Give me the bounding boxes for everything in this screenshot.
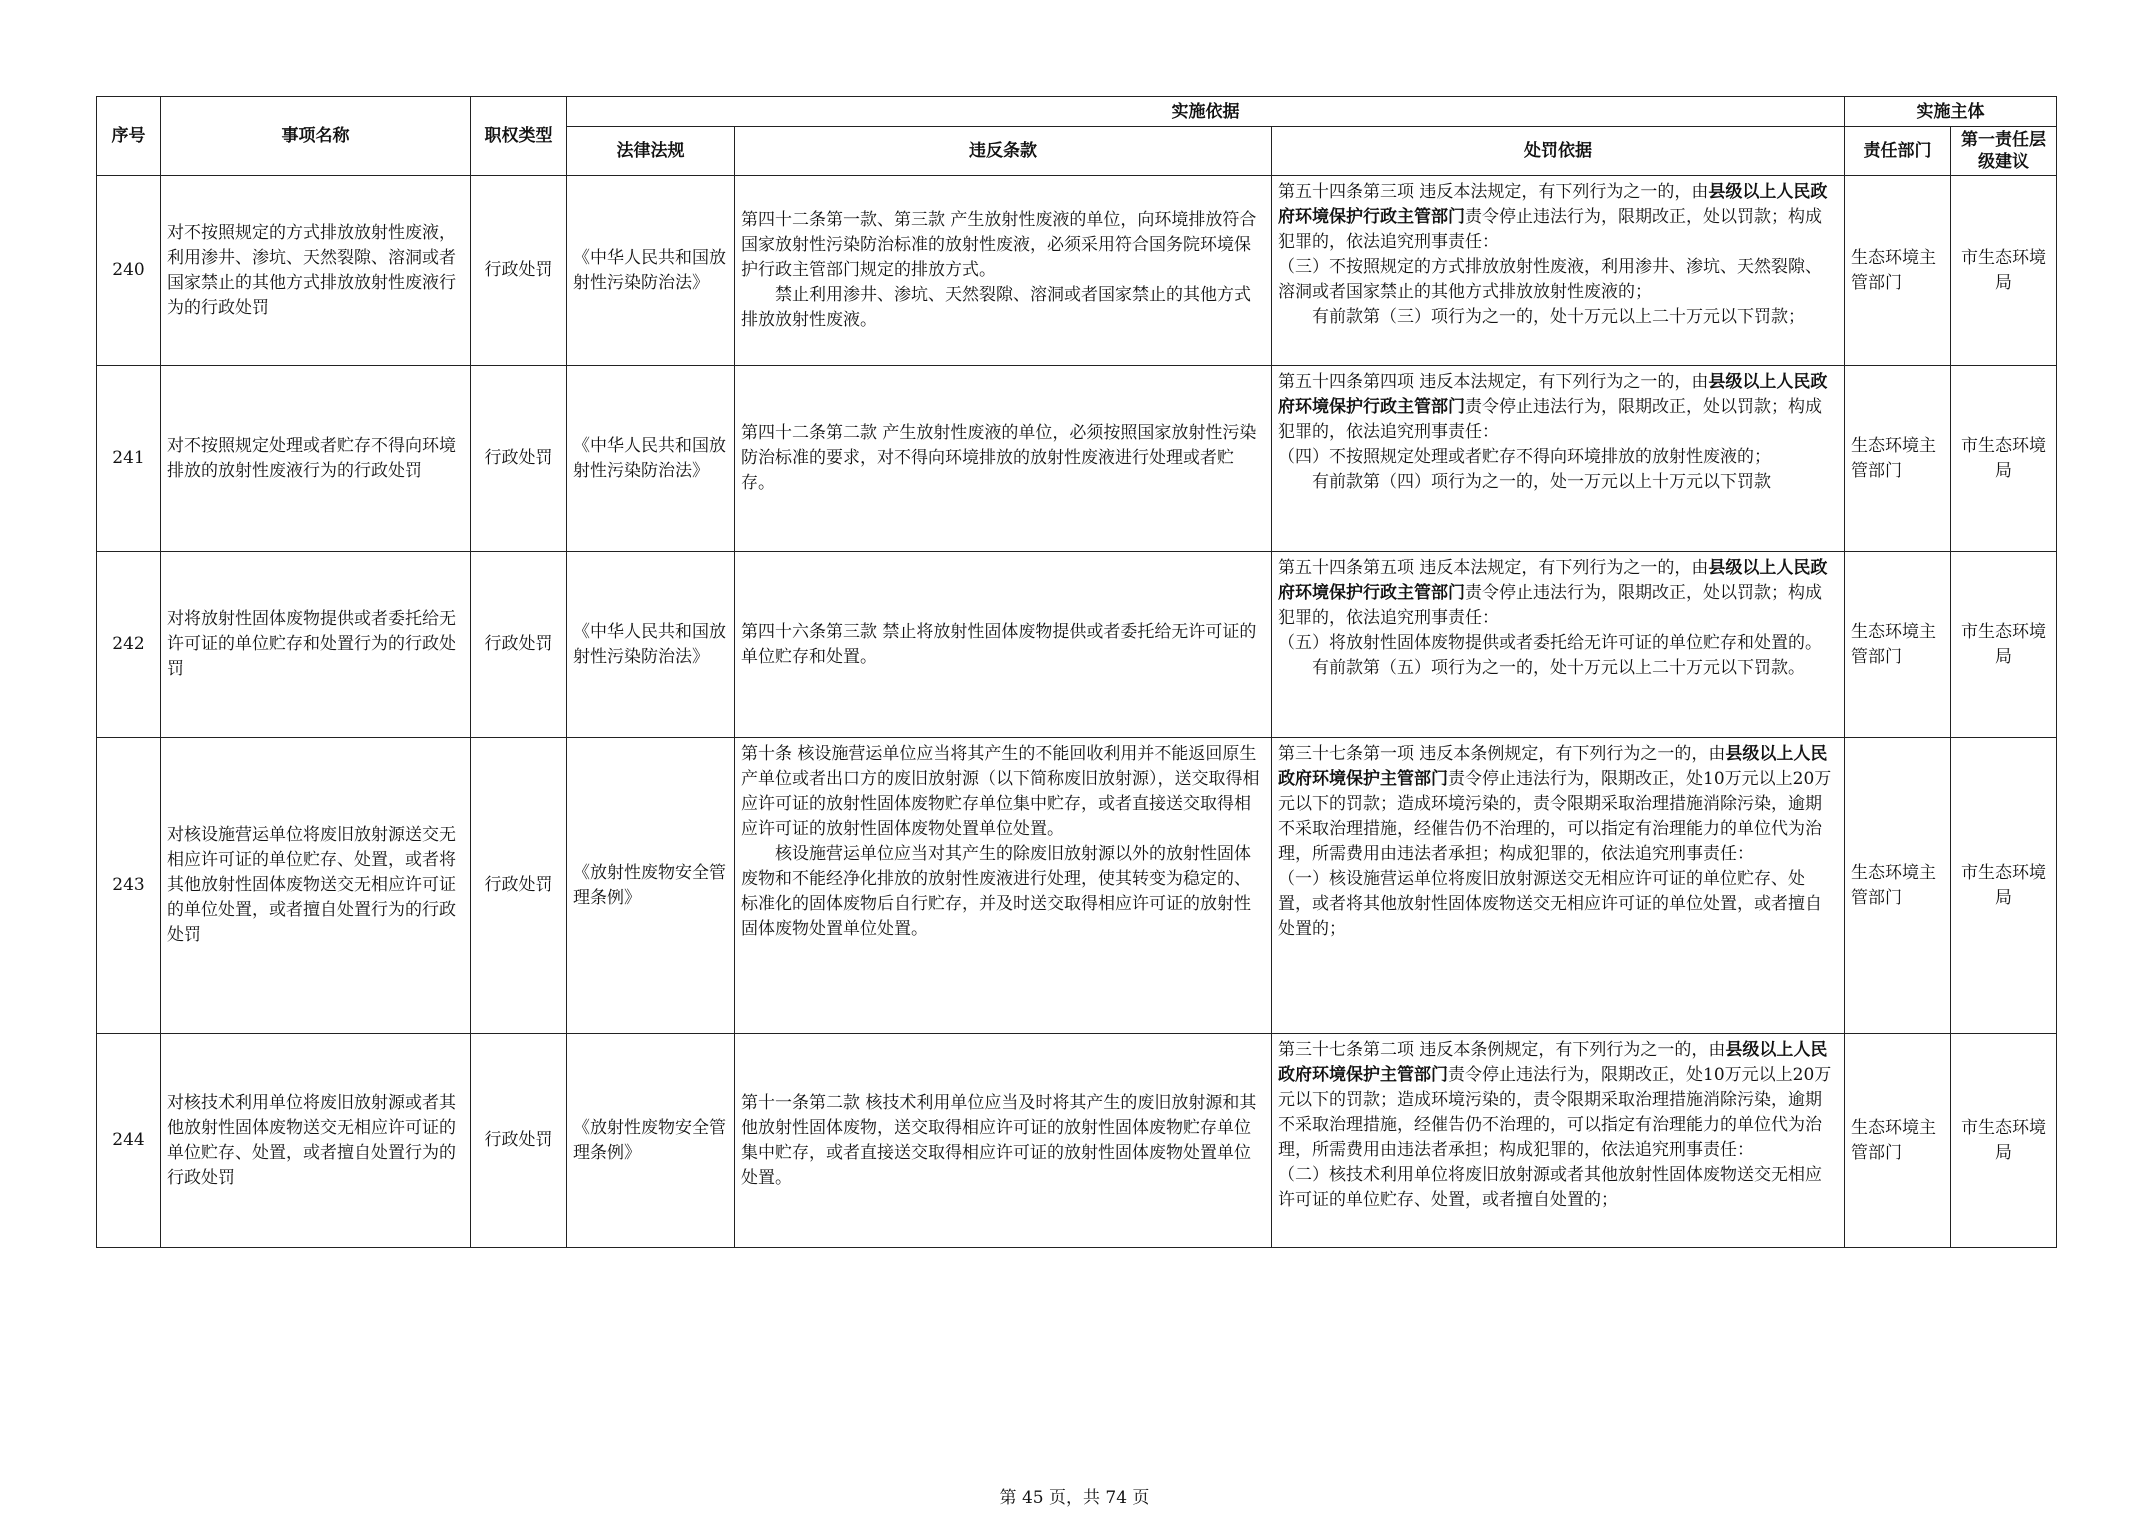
penalty-paragraph bbox=[1278, 470, 1838, 495]
penalty-text: （二）核技术利用单位将废旧放射源或者其他放射性固体废物送交无相应许可证的单位贮存、处置，或者擅自处置的； bbox=[1278, 1165, 1822, 1210]
header-penalty: 处罚依据 bbox=[1272, 127, 1845, 176]
authority-type-cell: 行政处罚 bbox=[471, 552, 567, 738]
authority-type-cell: 行政处罚 bbox=[471, 176, 567, 366]
penalty-paragraph bbox=[1278, 305, 1838, 330]
penalty-cell bbox=[1272, 552, 1845, 738]
item-name-cell: 对核技术利用单位将废旧放射源或者其他放射性固体废物送交无相应许可证的单位贮存、处置，或者擅自处置行为的行政处罚 bbox=[161, 1034, 471, 1248]
header-violation: 违反条款 bbox=[735, 127, 1272, 176]
violation-cell bbox=[735, 176, 1272, 366]
penalty-paragraph bbox=[1278, 445, 1838, 470]
header-subject-group: 实施主体 bbox=[1845, 97, 2057, 127]
penalty-authority-bold: 县级以上人民政府环境保护主管部门 bbox=[1278, 1040, 1828, 1085]
penalty-cell bbox=[1272, 176, 1845, 366]
penalty-text: （五）将放射性固体废物提供或者委托给无许可证的单位贮存和处置的。 bbox=[1278, 633, 1822, 653]
violation-paragraph: 禁止利用渗井、渗坑、天然裂隙、溶洞或者国家禁止的其他方式排放放射性废液。 bbox=[741, 285, 1251, 330]
penalty-cell bbox=[1272, 1034, 1845, 1248]
level-cell: 市生态环境局 bbox=[1951, 738, 2057, 1034]
table-row bbox=[97, 176, 2057, 366]
penalty-authority-bold: 县级以上人民政府环境保护主管部门 bbox=[1278, 744, 1828, 789]
penalty-paragraph bbox=[1278, 742, 1838, 867]
law-cell: 《放射性废物安全管理条例》 bbox=[567, 738, 735, 1034]
document-page bbox=[96, 96, 2056, 1248]
penalty-paragraph bbox=[1278, 631, 1838, 656]
violation-paragraph: 第十条 核设施营运单位应当将其产生的不能回收利用并不能返回原生产单位或者出口方的废旧放射源（以下简称废旧放射源），送交取得相应许可证的放射性固体废物贮存单位集中贮存，或者直接送交取得相应许可证的放射性固体废物处置单位处置。 bbox=[741, 744, 1260, 839]
penalty-text: 有前款第（三）项行为之一的，处十万元以上二十万元以下罚款； bbox=[1312, 307, 1805, 327]
penalty-authority-bold: 县级以上人民政府环境保护行政主管部门 bbox=[1278, 372, 1828, 417]
violation-paragraph: 核设施营运单位应当对其产生的除废旧放射源以外的放射性固体废物和不能经净化排放的放射性废液进行处理，使其转变为稳定的、标准化的固体废物后自行贮存，并及时送交取得相应许可证的放射性固体废物处置单位处置。 bbox=[741, 844, 1251, 939]
penalty-paragraph bbox=[1278, 1038, 1838, 1163]
penalty-paragraph bbox=[1278, 1163, 1838, 1213]
header-department: 责任部门 bbox=[1845, 127, 1951, 176]
penalty-text: 第五十四条第五项 违反本法规定，有下列行为之一的，由 bbox=[1278, 558, 1709, 578]
penalty-text: 有前款第（四）项行为之一的，处一万元以上十万元以下罚款 bbox=[1312, 472, 1771, 492]
penalty-text: 第五十四条第四项 违反本法规定，有下列行为之一的，由 bbox=[1278, 372, 1709, 392]
authority-type-cell: 行政处罚 bbox=[471, 1034, 567, 1248]
seq-cell: 242 bbox=[97, 552, 161, 738]
penalty-authority-bold: 县级以上人民政府环境保护行政主管部门 bbox=[1278, 558, 1828, 603]
department-cell: 生态环境主管部门 bbox=[1845, 366, 1951, 552]
authority-type-cell: 行政处罚 bbox=[471, 366, 567, 552]
header-basis-group: 实施依据 bbox=[567, 97, 1845, 127]
seq-cell: 244 bbox=[97, 1034, 161, 1248]
level-cell: 市生态环境局 bbox=[1951, 1034, 2057, 1248]
penalty-paragraph bbox=[1278, 867, 1838, 942]
department-cell: 生态环境主管部门 bbox=[1845, 552, 1951, 738]
penalty-paragraph bbox=[1278, 255, 1838, 305]
penalty-text: （三）不按照规定的方式排放放射性废液，利用渗井、渗坑、天然裂隙、溶洞或者国家禁止的其他方式排放放射性废液的； bbox=[1278, 257, 1822, 302]
level-cell: 市生态环境局 bbox=[1951, 176, 2057, 366]
seq-cell: 240 bbox=[97, 176, 161, 366]
penalty-text: 责令停止违法行为，限期改正，处以罚款；构成犯罪的，依法追究刑事责任： bbox=[1278, 583, 1822, 628]
level-cell: 市生态环境局 bbox=[1951, 552, 2057, 738]
item-name-cell: 对核设施营运单位将废旧放射源送交无相应许可证的单位贮存、处置，或者将其他放射性固体废物送交无相应许可证的单位处置，或者擅自处置行为的行政处罚 bbox=[161, 738, 471, 1034]
violation-cell bbox=[735, 738, 1272, 1034]
penalty-paragraph bbox=[1278, 180, 1838, 255]
item-name-cell: 对不按照规定的方式排放放射性废液，利用渗井、渗坑、天然裂隙、溶洞或者国家禁止的其他方式排放放射性废液行为的行政处罚 bbox=[161, 176, 471, 366]
page-number-footer: 第 45 页，共 74 页 bbox=[999, 1488, 1150, 1508]
penalty-text: 第三十七条第二项 违反本条例规定，有下列行为之一的，由 bbox=[1278, 1040, 1726, 1060]
penalty-text: （一）核设施营运单位将废旧放射源送交无相应许可证的单位贮存、处置，或者将其他放射性固体废物送交无相应许可证的单位处置，或者擅自处置的； bbox=[1278, 869, 1822, 939]
header-authority-type: 职权类型 bbox=[471, 97, 567, 176]
law-cell: 《放射性废物安全管理条例》 bbox=[567, 1034, 735, 1248]
table-row bbox=[97, 1034, 2057, 1248]
violation-paragraph: 第四十二条第一款、第三款 产生放射性废液的单位，向环境排放符合国家放射性污染防治标准的放射性废液，必须采用符合国务院环境保护行政主管部门规定的排放方式。 bbox=[741, 210, 1257, 280]
violation-paragraph: 第十一条第二款 核技术利用单位应当及时将其产生的废旧放射源和其他放射性固体废物，送交取得相应许可证的放射性固体废物贮存单位集中贮存，或者直接送交取得相应许可证的放射性固体废物处置单位处置。 bbox=[741, 1092, 1257, 1188]
item-name-cell: 对不按照规定处理或者贮存不得向环境排放的放射性废液行为的行政处罚 bbox=[161, 366, 471, 552]
header-seq: 序号 bbox=[97, 97, 161, 176]
violation-cell bbox=[735, 552, 1272, 738]
header-item-name: 事项名称 bbox=[161, 97, 471, 176]
penalty-text: 第三十七条第一项 违反本条例规定，有下列行为之一的，由 bbox=[1278, 744, 1726, 764]
penalty-text: 责令停止违法行为，限期改正，处10万元以上20万元以下的罚款；造成环境污染的，责令限期采取治理措施消除污染，逾期不采取治理措施，经催告仍不治理的，可以指定有治理能力的单位代为治理，所需费用由违法者承担；构成犯罪的，依法追究刑事责任： bbox=[1278, 1065, 1832, 1160]
law-cell: 《中华人民共和国放射性污染防治法》 bbox=[567, 366, 735, 552]
penalty-cell bbox=[1272, 738, 1845, 1034]
law-cell: 《中华人民共和国放射性污染防治法》 bbox=[567, 552, 735, 738]
penalty-text: 责令停止违法行为，限期改正，处10万元以上20万元以下的罚款；造成环境污染的，责令限期采取治理措施消除污染，逾期不采取治理措施，经催告仍不治理的，可以指定有治理能力的单位代为治理，所需费用由违法者承担；构成犯罪的，依法追究刑事责任： bbox=[1278, 769, 1832, 864]
penalty-paragraph bbox=[1278, 656, 1838, 681]
table-row bbox=[97, 366, 2057, 552]
item-name-cell: 对将放射性固体废物提供或者委托给无许可证的单位贮存和处置行为的行政处罚 bbox=[161, 552, 471, 738]
law-cell: 《中华人民共和国放射性污染防治法》 bbox=[567, 176, 735, 366]
penalty-text: 责令停止违法行为，限期改正，处以罚款；构成犯罪的，依法追究刑事责任： bbox=[1278, 397, 1822, 442]
table-row bbox=[97, 552, 2057, 738]
table-body bbox=[97, 176, 2057, 1248]
penalty-text: 责令停止违法行为，限期改正，处以罚款；构成犯罪的，依法追究刑事责任： bbox=[1278, 207, 1822, 252]
authority-type-cell: 行政处罚 bbox=[471, 738, 567, 1034]
penalty-table bbox=[96, 96, 2057, 1248]
penalty-text: 有前款第（五）项行为之一的，处十万元以上二十万元以下罚款。 bbox=[1312, 658, 1805, 678]
penalty-paragraph bbox=[1278, 370, 1838, 445]
seq-cell: 243 bbox=[97, 738, 161, 1034]
department-cell: 生态环境主管部门 bbox=[1845, 738, 1951, 1034]
violation-cell bbox=[735, 366, 1272, 552]
header-level: 第一责任层级建议 bbox=[1951, 127, 2057, 176]
penalty-cell bbox=[1272, 366, 1845, 552]
violation-paragraph: 第四十二条第二款 产生放射性废液的单位，必须按照国家放射性污染防治标准的要求，对不得向环境排放的放射性废液进行处理或者贮存。 bbox=[741, 423, 1257, 493]
department-cell: 生态环境主管部门 bbox=[1845, 176, 1951, 366]
penalty-authority-bold: 县级以上人民政府环境保护行政主管部门 bbox=[1278, 182, 1828, 227]
violation-paragraph: 第四十六条第三款 禁止将放射性固体废物提供或者委托给无许可证的单位贮存和处置。 bbox=[741, 621, 1257, 667]
header-law: 法律法规 bbox=[567, 127, 735, 176]
department-cell: 生态环境主管部门 bbox=[1845, 1034, 1951, 1248]
penalty-text: 第五十四条第三项 违反本法规定，有下列行为之一的，由 bbox=[1278, 182, 1709, 202]
table-row bbox=[97, 738, 2057, 1034]
level-cell: 市生态环境局 bbox=[1951, 366, 2057, 552]
seq-cell: 241 bbox=[97, 366, 161, 552]
penalty-paragraph bbox=[1278, 556, 1838, 631]
violation-cell bbox=[735, 1034, 1272, 1248]
penalty-text: （四）不按照规定处理或者贮存不得向环境排放的放射性废液的； bbox=[1278, 447, 1771, 467]
